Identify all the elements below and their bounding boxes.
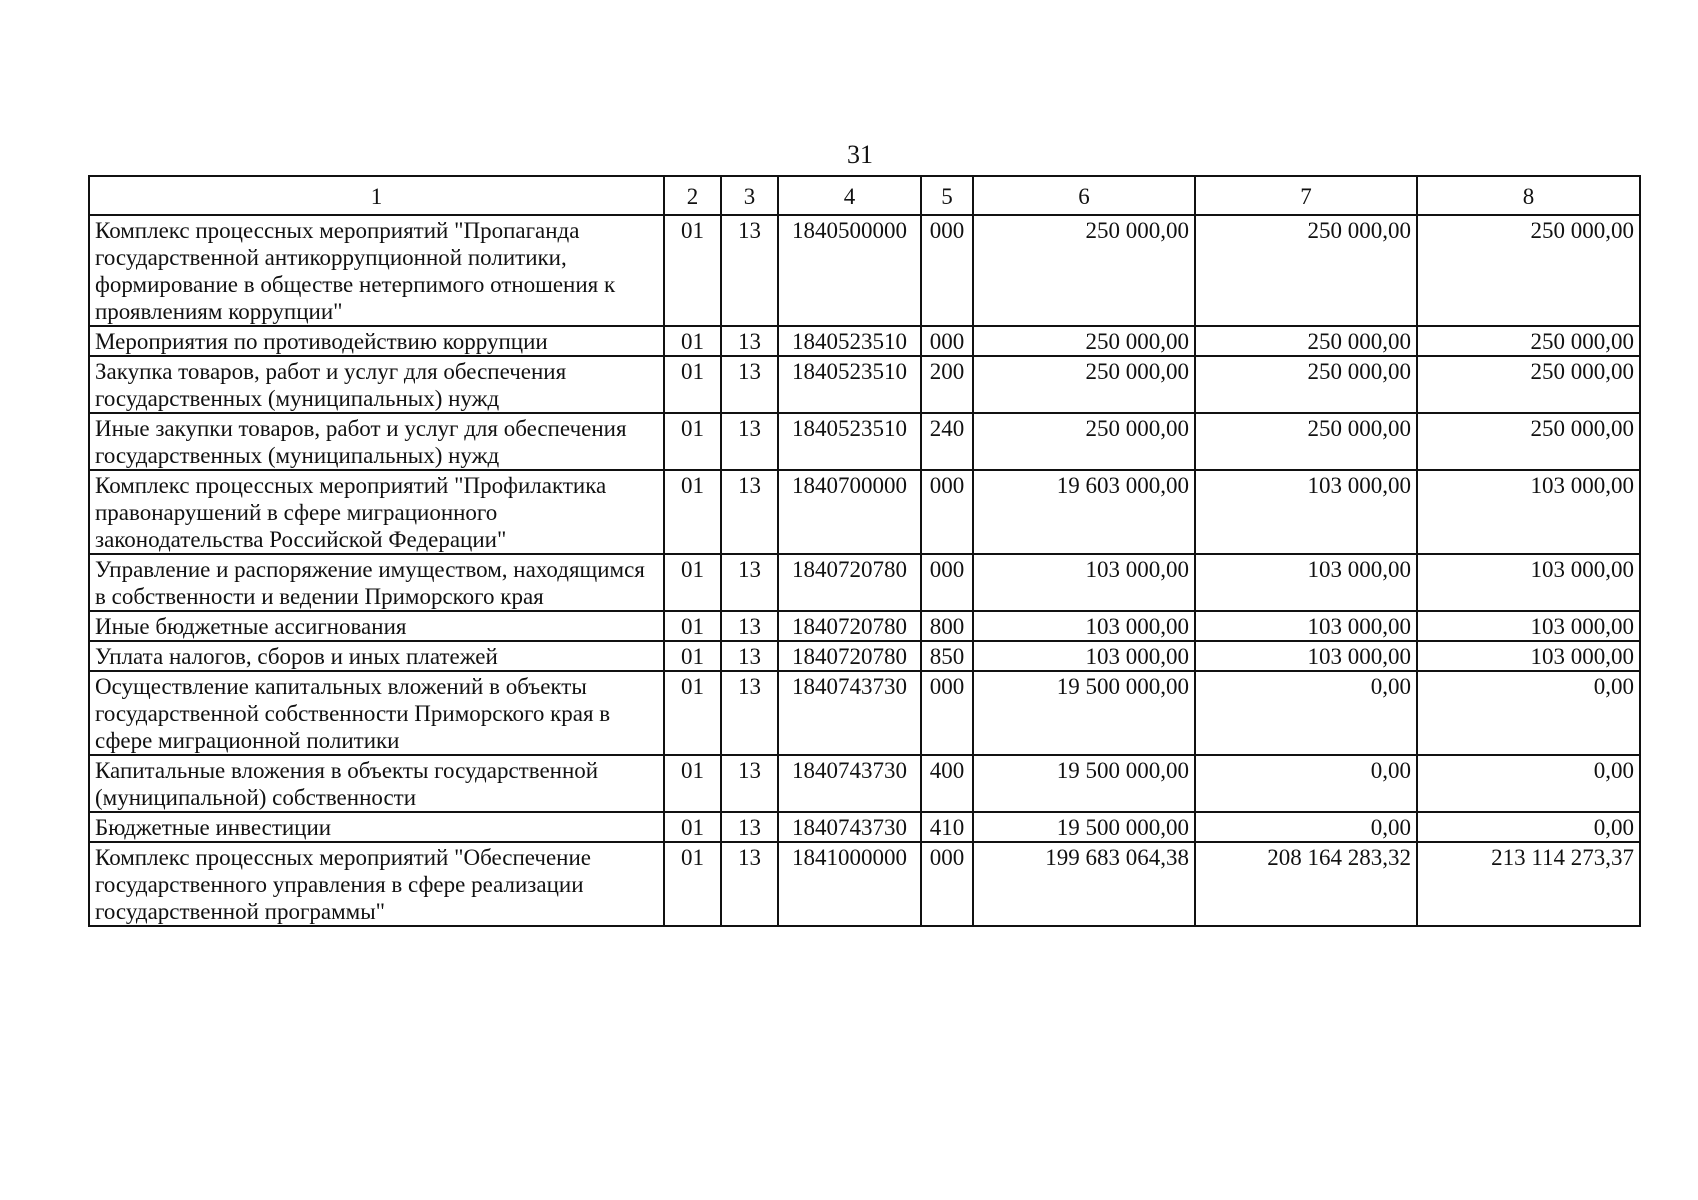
amount-col-7-cell: 250 000,00 [1195,215,1417,326]
expense-type-cell: 000 [921,671,973,755]
section-code-cell: 01 [664,554,721,611]
target-article-cell: 1840500000 [778,215,921,326]
amount-col-6-cell: 103 000,00 [973,554,1195,611]
amount-col-7-cell: 250 000,00 [1195,356,1417,413]
table-row [89,215,1640,326]
amount-col-8-cell: 103 000,00 [1417,641,1640,671]
amount-col-7-cell: 0,00 [1195,755,1417,812]
subsection-code-cell: 13 [721,554,778,611]
section-code-cell: 01 [664,215,721,326]
header-cell-1: 1 [89,176,664,215]
header-cell-6: 6 [973,176,1195,215]
header-cell-8: 8 [1417,176,1640,215]
header-cell-3: 3 [721,176,778,215]
subsection-code-cell: 13 [721,755,778,812]
expense-type-cell: 000 [921,554,973,611]
amount-col-6-cell: 19 500 000,00 [973,812,1195,842]
row-name-cell: Иные бюджетные ассигнования [89,611,664,641]
budget-table [88,175,1641,927]
row-name-cell: Комплекс процессных мероприятий "Обеспечение государственного управления в сфере реализации государственной программы" [89,842,664,926]
subsection-code-cell: 13 [721,413,778,470]
header-cell-4: 4 [778,176,921,215]
amount-col-7-cell: 250 000,00 [1195,326,1417,356]
target-article-cell: 1841000000 [778,842,921,926]
amount-col-7-cell: 103 000,00 [1195,470,1417,554]
section-code-cell: 01 [664,812,721,842]
table-row [89,641,1640,671]
amount-col-8-cell: 250 000,00 [1417,413,1640,470]
amount-col-8-cell: 250 000,00 [1417,215,1640,326]
amount-col-8-cell: 0,00 [1417,671,1640,755]
amount-col-7-cell: 103 000,00 [1195,611,1417,641]
amount-col-6-cell: 19 500 000,00 [973,671,1195,755]
amount-col-6-cell: 19 603 000,00 [973,470,1195,554]
expense-type-cell: 000 [921,842,973,926]
table-row [89,413,1640,470]
header-cell-7: 7 [1195,176,1417,215]
amount-col-7-cell: 103 000,00 [1195,554,1417,611]
table-row [89,812,1640,842]
amount-col-8-cell: 103 000,00 [1417,470,1640,554]
row-name-cell: Управление и распоряжение имуществом, находящимся в собственности и ведении Приморского края [89,554,664,611]
target-article-cell: 1840743730 [778,812,921,842]
amount-col-6-cell: 103 000,00 [973,641,1195,671]
section-code-cell: 01 [664,842,721,926]
target-article-cell: 1840743730 [778,755,921,812]
row-name-cell: Уплата налогов, сборов и иных платежей [89,641,664,671]
amount-col-6-cell: 199 683 064,38 [973,842,1195,926]
subsection-code-cell: 13 [721,215,778,326]
table-row [89,326,1640,356]
section-code-cell: 01 [664,611,721,641]
table-row [89,554,1640,611]
table-row [89,755,1640,812]
amount-col-8-cell: 103 000,00 [1417,554,1640,611]
target-article-cell: 1840523510 [778,356,921,413]
subsection-code-cell: 13 [721,611,778,641]
target-article-cell: 1840743730 [778,671,921,755]
section-code-cell: 01 [664,755,721,812]
amount-col-6-cell: 19 500 000,00 [973,755,1195,812]
row-name-cell: Закупка товаров, работ и услуг для обеспечения государственных (муниципальных) нужд [89,356,664,413]
section-code-cell: 01 [664,470,721,554]
table-row [89,611,1640,641]
section-code-cell: 01 [664,671,721,755]
amount-col-6-cell: 250 000,00 [973,326,1195,356]
expense-type-cell: 410 [921,812,973,842]
amount-col-8-cell: 250 000,00 [1417,356,1640,413]
table-header [89,176,1640,215]
target-article-cell: 1840720780 [778,611,921,641]
table-row [89,470,1640,554]
row-name-cell: Комплекс процессных мероприятий "Пропаганда государственной антикоррупционной политики, формирование в обществе нетерпимого отношения к проявлениям коррупции" [89,215,664,326]
target-article-cell: 1840700000 [778,470,921,554]
subsection-code-cell: 13 [721,671,778,755]
amount-col-8-cell: 250 000,00 [1417,326,1640,356]
expense-type-cell: 850 [921,641,973,671]
expense-type-cell: 000 [921,215,973,326]
table-row [89,842,1640,926]
expense-type-cell: 240 [921,413,973,470]
target-article-cell: 1840523510 [778,413,921,470]
section-code-cell: 01 [664,326,721,356]
expense-type-cell: 800 [921,611,973,641]
subsection-code-cell: 13 [721,326,778,356]
expense-type-cell: 400 [921,755,973,812]
page-number: 31 [847,140,873,169]
section-code-cell: 01 [664,413,721,470]
row-name-cell: Мероприятия по противодействию коррупции [89,326,664,356]
row-name-cell: Бюджетные инвестиции [89,812,664,842]
row-name-cell: Капитальные вложения в объекты государственной (муниципальной) собственности [89,755,664,812]
amount-col-6-cell: 103 000,00 [973,611,1195,641]
row-name-cell: Осуществление капитальных вложений в объекты государственной собственности Приморского края в сфере миграционной политики [89,671,664,755]
amount-col-7-cell: 0,00 [1195,671,1417,755]
expense-type-cell: 000 [921,326,973,356]
row-name-cell: Комплекс процессных мероприятий "Профилактика правонарушений в сфере миграционного законодательства Российской Федерации" [89,470,664,554]
amount-col-7-cell: 250 000,00 [1195,413,1417,470]
expense-type-cell: 200 [921,356,973,413]
amount-col-8-cell: 0,00 [1417,755,1640,812]
section-code-cell: 01 [664,641,721,671]
subsection-code-cell: 13 [721,812,778,842]
subsection-code-cell: 13 [721,470,778,554]
amount-col-6-cell: 250 000,00 [973,356,1195,413]
subsection-code-cell: 13 [721,356,778,413]
header-cell-5: 5 [921,176,973,215]
header-cell-2: 2 [664,176,721,215]
amount-col-6-cell: 250 000,00 [973,215,1195,326]
amount-col-8-cell: 103 000,00 [1417,611,1640,641]
subsection-code-cell: 13 [721,842,778,926]
target-article-cell: 1840523510 [778,326,921,356]
amount-col-8-cell: 213 114 273,37 [1417,842,1640,926]
amount-col-7-cell: 208 164 283,32 [1195,842,1417,926]
table-row [89,356,1640,413]
table-body [89,215,1640,926]
amount-col-6-cell: 250 000,00 [973,413,1195,470]
target-article-cell: 1840720780 [778,641,921,671]
row-name-cell: Иные закупки товаров, работ и услуг для обеспечения государственных (муниципальных) нужд [89,413,664,470]
amount-col-8-cell: 0,00 [1417,812,1640,842]
header-row [89,176,1640,215]
section-code-cell: 01 [664,356,721,413]
amount-col-7-cell: 0,00 [1195,812,1417,842]
subsection-code-cell: 13 [721,641,778,671]
amount-col-7-cell: 103 000,00 [1195,641,1417,671]
target-article-cell: 1840720780 [778,554,921,611]
table-row [89,671,1640,755]
expense-type-cell: 000 [921,470,973,554]
